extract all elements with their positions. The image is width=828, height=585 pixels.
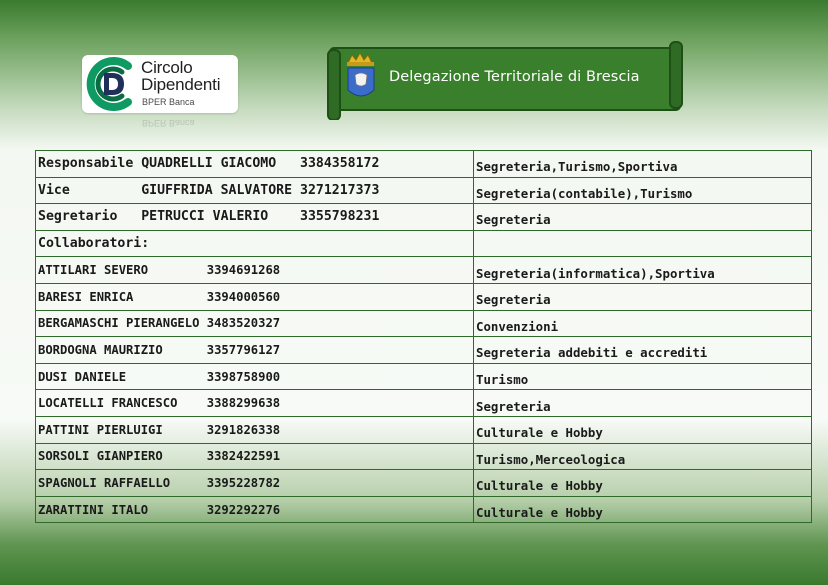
role-text: Culturale e Hobby — [476, 478, 603, 494]
person-cell: SORSOLI GIANPIERO 3382422591 — [36, 443, 474, 470]
table-row — [36, 496, 812, 523]
person-cell: BARESI ENRICA 3394000560 — [36, 283, 474, 310]
person-cell: LOCATELLI FRANCESCO 3388299638 — [36, 390, 474, 417]
role-text: Convenzioni — [476, 318, 559, 334]
role-cell — [474, 204, 812, 231]
role-cell — [474, 283, 812, 310]
section-label: Collaboratori: — [36, 230, 474, 257]
role-text: Segreteria addebiti e accrediti — [476, 345, 708, 361]
person-cell: PATTINI PIERLUIGI 3291826338 — [36, 416, 474, 443]
role-cell — [474, 310, 812, 337]
person-cell: Vice GIUFFRIDA SALVATORE 3271217373 — [36, 177, 474, 204]
table-row — [36, 390, 812, 417]
role-cell — [474, 363, 812, 390]
role-cell — [474, 177, 812, 204]
role-cell — [474, 151, 812, 178]
logo-line-1: Circolo — [141, 58, 193, 77]
banner-title: Delegazione Territoriale di Brescia — [389, 69, 640, 85]
table-row — [36, 257, 812, 284]
role-text: Segreteria,Turismo,Sportiva — [476, 159, 678, 175]
person-cell: Segretario PETRUCCI VALERIO 3355798231 — [36, 204, 474, 231]
person-cell: Responsabile QUADRELLI GIACOMO 3384358172 — [36, 151, 474, 178]
role-cell — [474, 416, 812, 443]
circolo-dipendenti-logo — [82, 55, 238, 113]
table-row — [36, 283, 812, 310]
person-cell: BORDOGNA MAURIZIO 3357796127 — [36, 337, 474, 364]
table-row — [36, 230, 812, 257]
table-row — [36, 177, 812, 204]
logo-line-2: Dipendenti — [141, 75, 221, 94]
role-cell — [474, 390, 812, 417]
role-text: Segreteria(contabile),Turismo — [476, 185, 693, 201]
role-cell — [474, 337, 812, 364]
table-row — [36, 470, 812, 497]
role-cell — [474, 257, 812, 284]
person-cell: ATTILARI SEVERO 3394691268 — [36, 257, 474, 284]
brescia-coat-of-arms-icon — [347, 53, 374, 96]
role-text: Segreteria — [476, 292, 551, 308]
person-cell: SPAGNOLI RAFFAELLO 3395228782 — [36, 470, 474, 497]
table-row — [36, 443, 812, 470]
role-cell — [474, 496, 812, 523]
table-row — [36, 416, 812, 443]
role-cell — [474, 470, 812, 497]
role-cell — [474, 230, 812, 257]
role-text: Turismo,Merceologica — [476, 451, 626, 467]
role-text: Turismo — [476, 372, 529, 388]
staff-table — [35, 150, 812, 523]
table-row — [36, 310, 812, 337]
person-cell: ZARATTINI ITALO 3292292276 — [36, 496, 474, 523]
logo-reflection: BPER Banca — [142, 118, 195, 128]
table-row — [36, 204, 812, 231]
role-text: Culturale e Hobby — [476, 425, 603, 441]
logo-line-3: BPER Banca — [142, 97, 195, 107]
circolo-c-d-icon — [84, 57, 136, 111]
role-text: Segreteria(informatica),Sportiva — [476, 265, 715, 281]
role-text: Culturale e Hobby — [476, 505, 603, 521]
role-cell — [474, 443, 812, 470]
person-cell: BERGAMASCHI PIERANGELO 3483520327 — [36, 310, 474, 337]
role-text: Segreteria — [476, 398, 551, 414]
table-row — [36, 363, 812, 390]
table-row — [36, 151, 812, 178]
role-text: Segreteria — [476, 212, 551, 228]
person-cell: DUSI DANIELE 3398758900 — [36, 363, 474, 390]
table-row — [36, 337, 812, 364]
